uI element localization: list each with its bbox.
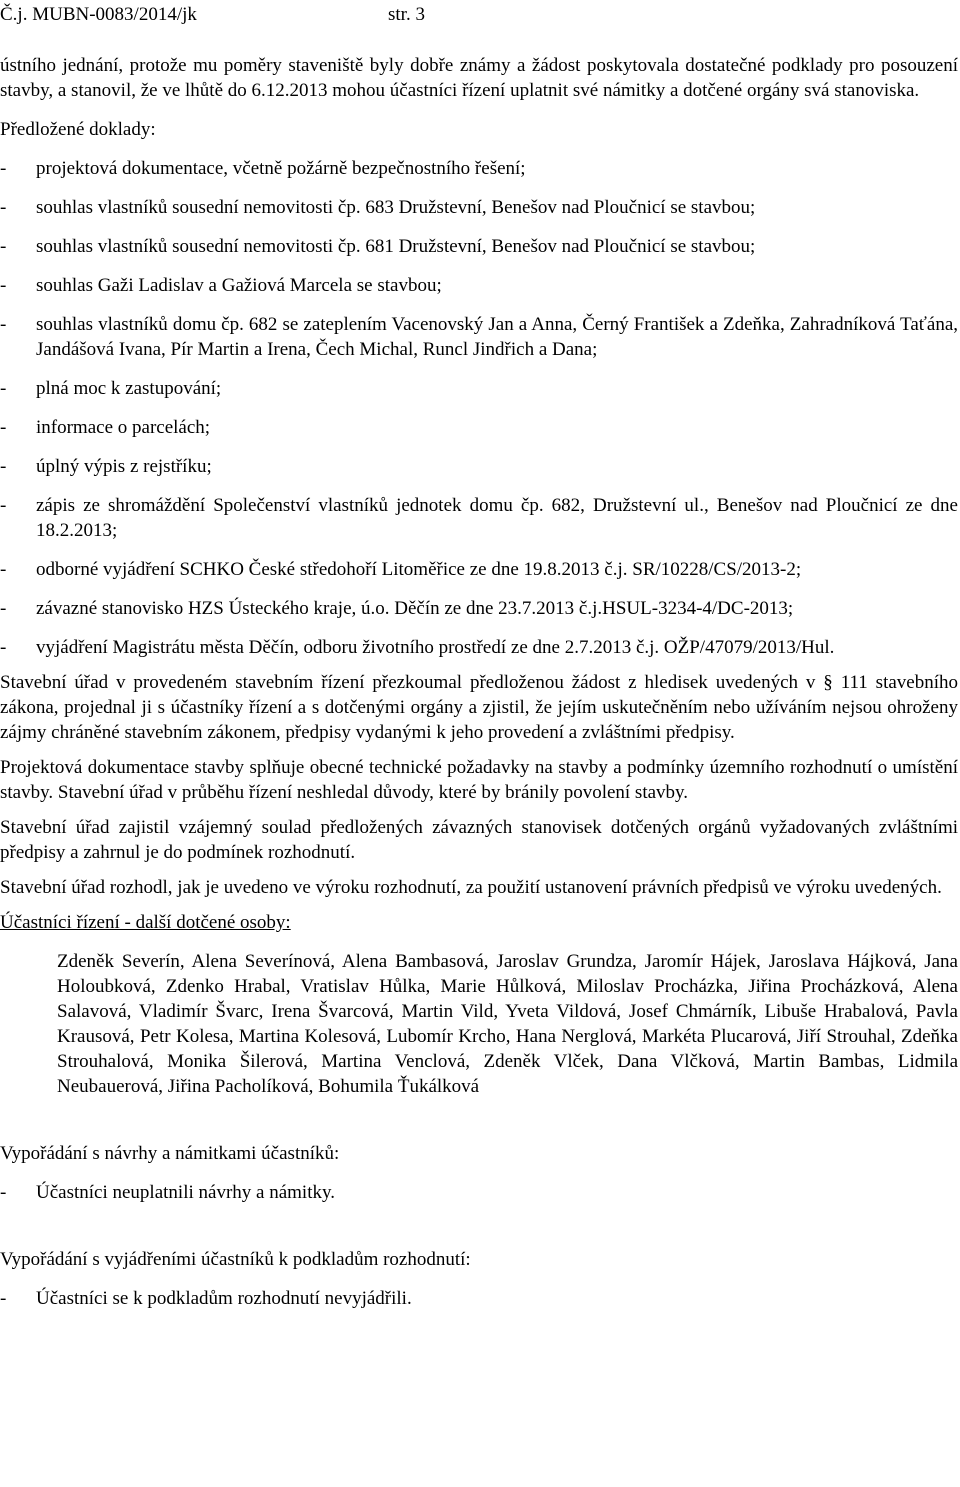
objections-list <box>0 1180 958 1205</box>
list-dash: - <box>0 236 7 257</box>
list-dash: - <box>0 495 7 516</box>
list-item-text: souhlas vlastníků sousední nemovitosti čp. 681 Družstevní, Benešov nad Ploučnicí se stavbou; <box>36 236 756 257</box>
list-item-text: souhlas vlastníků sousední nemovitosti čp. 683 Družstevní, Benešov nad Ploučnicí se stavbou; <box>36 197 756 218</box>
list-item <box>0 195 958 220</box>
list-item-text: zápis ze shromáždění Společenství vlastníků jednotek domu čp. 682, Družstevní ul., Benešov nad Ploučnicí ze dne 18.2.2013; <box>36 495 958 541</box>
list-item-text: závazné stanovisko HZS Ústeckého kraje, ú.o. Děčín ze dne 23.7.2013 č.j.HSUL-3234-4/DC-2013; <box>36 598 794 619</box>
list-item <box>0 596 958 621</box>
documents-list <box>0 156 958 660</box>
list-item-text: vyjádření Magistrátu města Děčín, odboru životního prostředí ze dne 2.7.2013 č.j. OŽP/47079/2013/Hul. <box>36 637 835 658</box>
reasoning-paragraph: Stavební úřad rozhodl, jak je uvedeno ve výroku rozhodnutí, za použití ustanovení právních předpisů ve výroku uvedených. <box>0 877 942 898</box>
reference-number: Č.j. MUBN-0083/2014/jk <box>0 4 197 25</box>
list-item-text: odborné vyjádření SCHKO České středohoří Litoměřice ze dne 19.8.2013 č.j. SR/10228/CS/2013-2; <box>36 559 802 580</box>
list-dash: - <box>0 559 7 580</box>
reasoning-paragraph: Stavební úřad zajistil vzájemný soulad předložených závazných stanovisek dotčených orgánů vyžadovaných zvláštními předpisy a zahrnul je do podmínek rozhodnutí. <box>0 817 958 863</box>
list-item-text: souhlas vlastníků domu čp. 682 se zateplením Vacenovský Jan a Anna, Černý František a Zdeňka, Zahradníková Taťána, Jandášová Ivana, Pír Martin a Irena, Čech Michal, Runcl Jindřich a Dana; <box>36 314 958 360</box>
list-item <box>0 312 958 362</box>
list-dash: - <box>0 456 7 477</box>
list-item-text: informace o parcelách; <box>36 417 211 438</box>
list-dash: - <box>0 314 7 335</box>
list-dash: - <box>0 197 7 218</box>
documents-heading: Předložené doklady: <box>0 119 156 140</box>
page-header <box>0 2 960 28</box>
objections-heading: Vypořádání s návrhy a námitkami účastníků: <box>0 1143 340 1164</box>
list-dash: - <box>0 378 7 399</box>
participants-heading: Účastníci řízení - další dotčené osoby: <box>0 912 291 933</box>
list-item <box>0 1180 958 1205</box>
list-item-text: Účastníci se k podkladům rozhodnutí nevyjádřili. <box>36 1288 412 1309</box>
document-body <box>0 53 958 1311</box>
list-item <box>0 273 958 298</box>
reasoning-paragraph: Stavební úřad v provedeném stavebním řízení přezkoumal předloženou žádost z hledisek uvedených v § 111 stavebního zákona, projednal ji s účastníky řízení a s dotčenými orgány a zjistil, že jejím uskutečněním nebo užíváním nejsou ohroženy zájmy chráněné stavebním zákonem, předpisy vydanými k jeho provedení a zvláštními předpisy. <box>0 672 958 743</box>
list-item <box>0 415 958 440</box>
list-item <box>0 1286 958 1311</box>
list-item <box>0 493 958 543</box>
page-number: str. 3 <box>388 4 425 25</box>
list-item-text: plná moc k zastupování; <box>36 378 222 399</box>
statements-heading: Vypořádání s vyjádřeními účastníků k podkladům rozhodnutí: <box>0 1249 471 1270</box>
list-item-text: souhlas Gaži Ladislav a Gažiová Marcela se stavbou; <box>36 275 442 296</box>
list-dash: - <box>0 598 7 619</box>
list-item-text: Účastníci neuplatnili návrhy a námitky. <box>36 1182 335 1203</box>
list-dash: - <box>0 275 7 296</box>
list-item <box>0 635 958 660</box>
statements-list <box>0 1286 958 1311</box>
participants-names: Zdeněk Severín, Alena Severínová, Alena Bambasová, Jaroslav Grundza, Jaromír Hájek, Jaroslava Hájková, Jana Holoubková, Zdenko Hrabal, Vratislav Hůlka, Marie Hůlková, Miloslav Procházka, Jiřina Procházková, Alena Salavová, Vladimír Švarc, Irena Švarcová, Martin Vild, Yveta Vildová, Josef Chmárník, Libuše Hrabalová, Pavla Krausová, Petr Kolesa, Martina Kolesová, Lubomír Krcho, Hana Nerglová, Markéta Plucarová, Jiří Strouhal, Zdeňka Strouhalová, Monika Šilerová, Martina Venclová, Zdeněk Vlček, Dana Vlčková, Martin Bambas, Lidmila Neubauerová, Jiřina Pacholíková, Bohumila Ťukálková <box>57 951 958 1097</box>
list-item <box>0 557 958 582</box>
intro-paragraph: ústního jednání, protože mu poměry staveniště byly dobře známy a žádost poskytovala dostatečné podklady pro posouzení stavby, a stanovil, že ve lhůtě do 6.12.2013 mohou účastníci řízení uplatnit své námitky a dotčené orgány svá stanoviska. <box>0 55 958 101</box>
list-item <box>0 376 958 401</box>
list-item <box>0 454 958 479</box>
list-dash: - <box>0 158 7 179</box>
list-dash: - <box>0 637 7 658</box>
list-item-text: úplný výpis z rejstříku; <box>36 456 212 477</box>
list-dash: - <box>0 1288 7 1309</box>
reasoning-paragraph: Projektová dokumentace stavby splňuje obecné technické požadavky na stavby a podmínky územního rozhodnutí o umístění stavby. Stavební úřad v průběhu řízení neshledal důvody, které by bránily povolení stavby. <box>0 757 958 803</box>
list-item-text: projektová dokumentace, včetně požárně bezpečnostního řešení; <box>36 158 526 179</box>
list-item <box>0 234 958 259</box>
list-dash: - <box>0 1182 7 1203</box>
list-item <box>0 156 958 181</box>
list-dash: - <box>0 417 7 438</box>
